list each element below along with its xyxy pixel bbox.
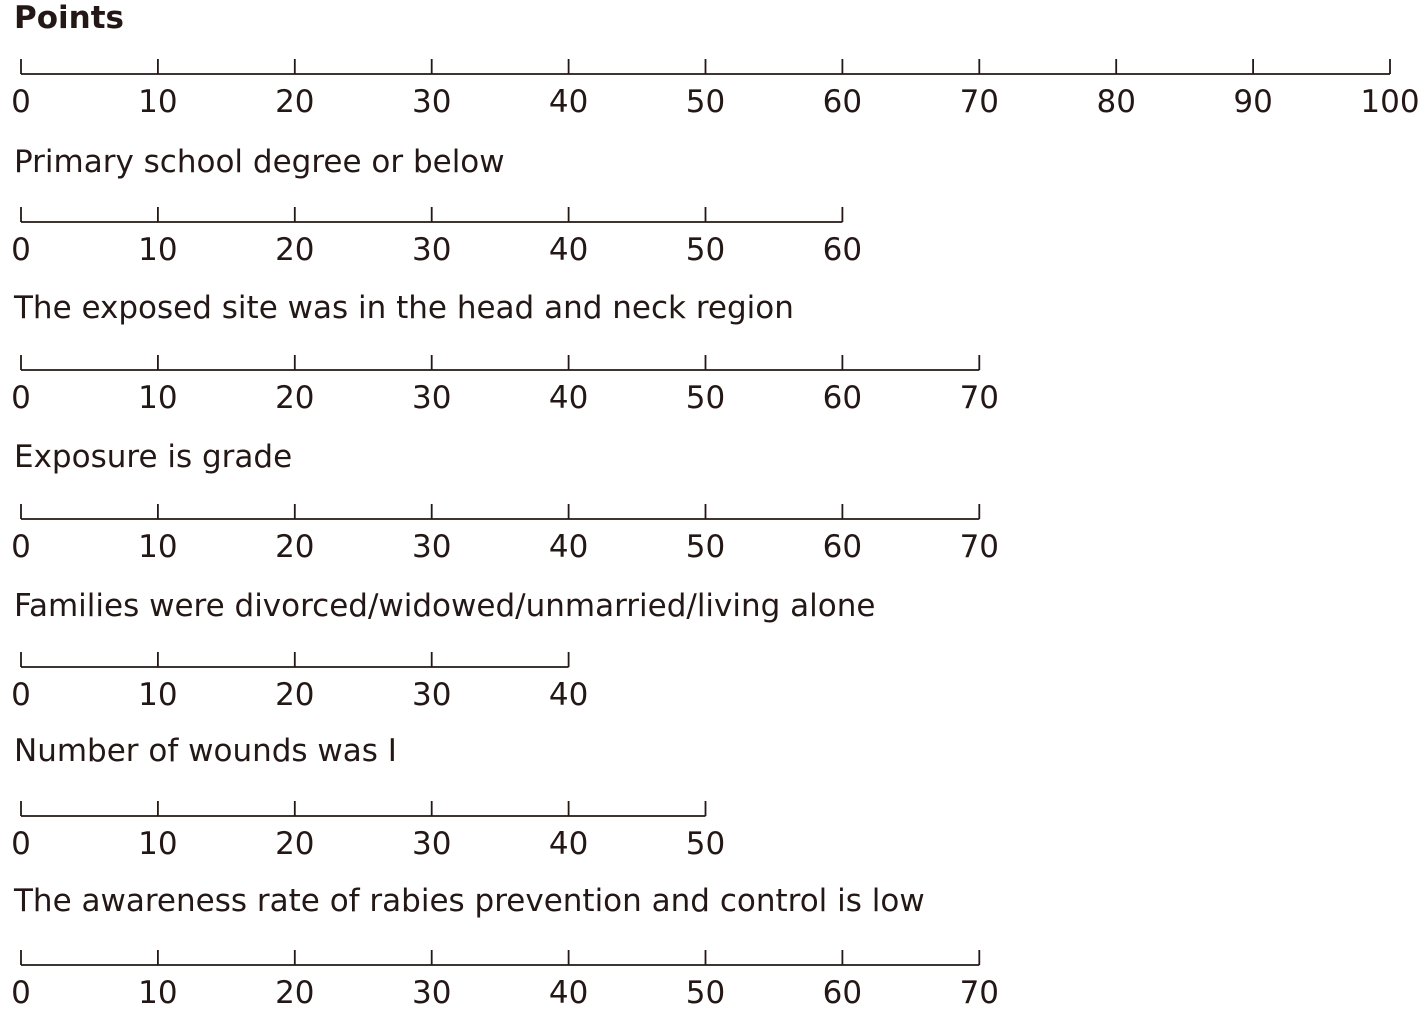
points-tick-label: 0	[11, 84, 31, 120]
variable-tick-label: 10	[138, 677, 178, 713]
points-tick-label: 100	[1360, 84, 1420, 120]
variable-tick-label: 60	[822, 529, 863, 565]
variable-tick-label: 20	[275, 380, 315, 416]
variable-label: The awareness rate of rabies prevention and control is low	[14, 883, 925, 919]
points-tick-label: 20	[275, 84, 315, 120]
points-tick-label: 70	[959, 84, 1000, 120]
points-tick-label: 50	[685, 84, 726, 120]
variable-tick-label: 10	[138, 232, 178, 268]
variable-tick-label: 30	[411, 380, 452, 416]
variable-tick-label: 30	[411, 677, 452, 713]
variable-tick-label: 60	[822, 380, 863, 416]
variable-label: Families were divorced/widowed/unmarried/living alone	[14, 588, 876, 624]
variable-tick-label: 70	[959, 380, 1000, 416]
variable-tick-label: 0	[11, 529, 31, 565]
variable-tick-label: 60	[822, 975, 863, 1011]
variable-tick-label: 40	[548, 529, 589, 565]
variable-tick-label: 50	[685, 975, 726, 1011]
variable-tick-label: 0	[11, 826, 31, 862]
points-tick-label: 60	[822, 84, 863, 120]
variable-label: Number of wounds was I	[14, 733, 397, 769]
points-title: Points	[14, 0, 124, 36]
variable-tick-label: 40	[548, 826, 589, 862]
variable-tick-label: 0	[11, 975, 31, 1011]
variable-tick-label: 20	[275, 232, 315, 268]
variable-tick-label: 10	[138, 975, 178, 1011]
points-tick-label: 90	[1233, 84, 1273, 120]
points-tick-label: 30	[411, 84, 452, 120]
variable-label: The exposed site was in the head and neck region	[14, 290, 794, 326]
points-tick-label: 10	[138, 84, 178, 120]
variable-tick-label: 20	[275, 677, 315, 713]
variable-tick-label: 50	[685, 380, 726, 416]
variable-tick-label: 0	[11, 380, 31, 416]
variable-tick-label: 60	[822, 232, 863, 268]
variable-tick-label: 30	[411, 826, 452, 862]
variable-tick-label: 50	[685, 826, 726, 862]
variable-tick-label: 0	[11, 677, 31, 713]
points-tick-label: 80	[1096, 84, 1136, 120]
variable-tick-label: 0	[11, 232, 31, 268]
variable-tick-label: 70	[959, 529, 1000, 565]
variable-tick-label: 10	[138, 529, 178, 565]
points-tick-label: 40	[548, 84, 589, 120]
variable-label: Primary school degree or below	[14, 144, 505, 180]
variable-label: Exposure is grade	[14, 439, 293, 475]
variable-tick-label: 40	[548, 677, 589, 713]
variable-tick-label: 30	[411, 232, 452, 268]
variable-tick-label: 20	[275, 826, 315, 862]
variable-tick-label: 30	[411, 529, 452, 565]
variable-tick-label: 10	[138, 826, 178, 862]
variable-tick-label: 30	[411, 975, 452, 1011]
variable-tick-label: 20	[275, 975, 315, 1011]
variable-tick-label: 50	[685, 529, 726, 565]
variable-tick-label: 70	[959, 975, 1000, 1011]
variable-tick-label: 40	[548, 380, 589, 416]
variable-tick-label: 10	[138, 380, 178, 416]
variable-tick-label: 50	[685, 232, 726, 268]
variable-tick-label: 20	[275, 529, 315, 565]
variable-tick-label: 40	[548, 232, 589, 268]
variable-tick-label: 40	[548, 975, 589, 1011]
